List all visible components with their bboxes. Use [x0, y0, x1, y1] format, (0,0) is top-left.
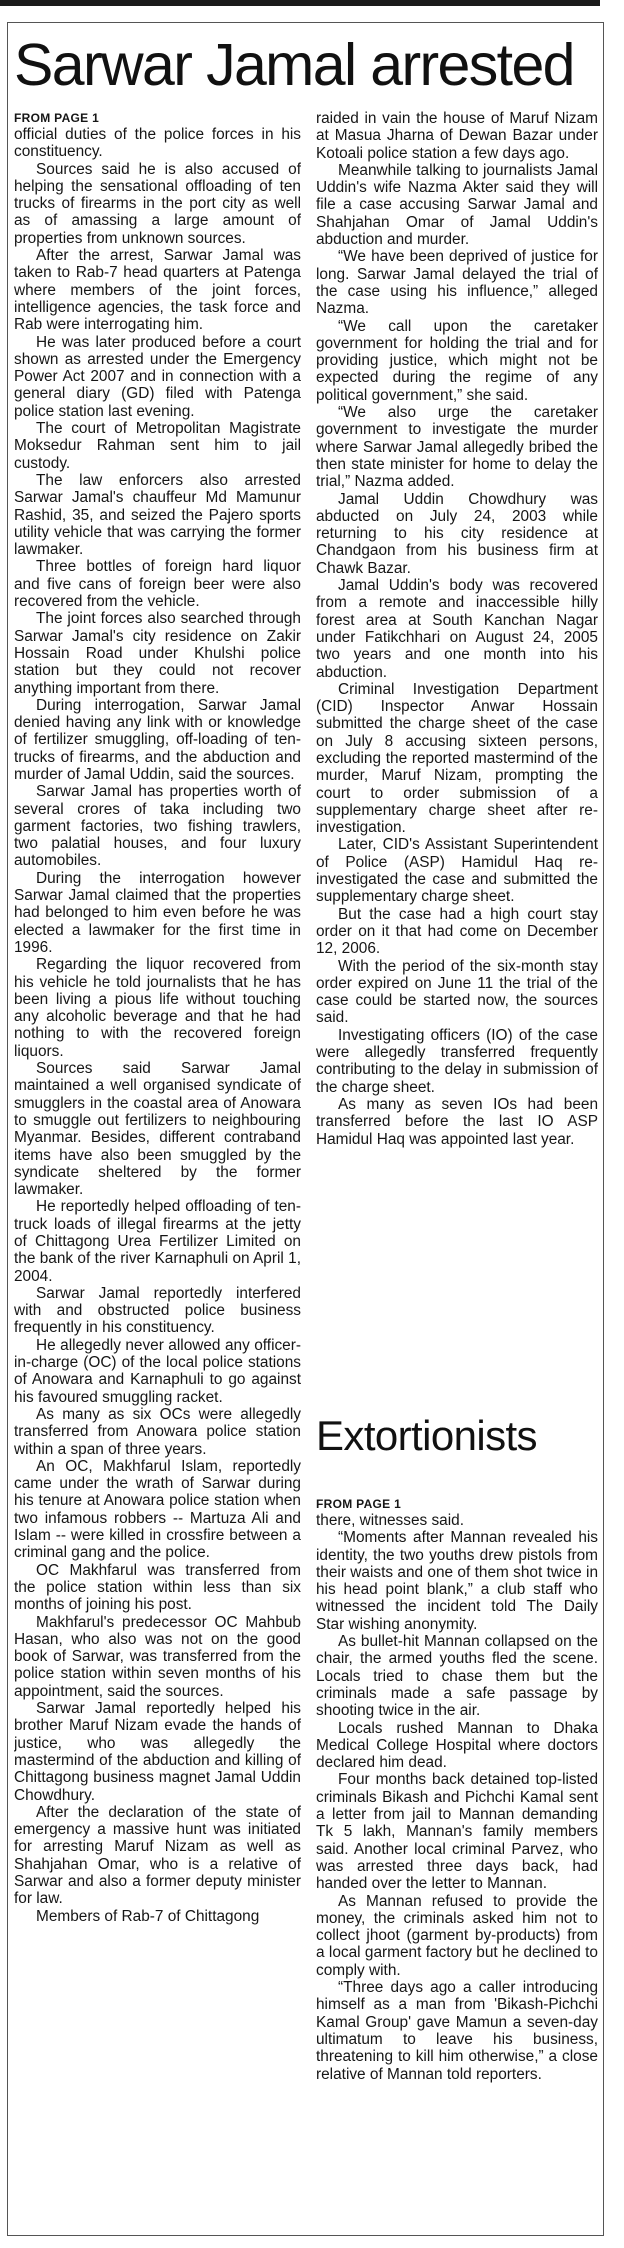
- paragraph: “We call upon the caretaker government for holding the trial and for providing justice, which might not be expected during the regime of any political government,” she said.: [316, 317, 598, 404]
- top-rule: [0, 0, 600, 6]
- story-one-dateline: FROM PAGE 1: [14, 111, 100, 125]
- story-one-left-column: [14, 110, 301, 2228]
- paragraph: Locals rushed Mannan to Dhaka Medical College Hospital where doctors declared him dead.: [316, 1719, 598, 1772]
- paragraph: As many as seven IOs had been transferred before the last IO ASP Hamidul Haq was appointed last year.: [316, 1095, 598, 1148]
- paragraph: Regarding the liquor recovered from his vehicle he told journalists that he has been living a pious life without touching any alcoholic beverage and that he had nothing to with the recovered foreign liquors.: [14, 956, 301, 1060]
- paragraph: OC Makhfarul was transferred from the police station within less than six months of joining his post.: [14, 1561, 301, 1614]
- paragraph: Sarwar Jamal reportedly interfered with and obstructed police business frequently in his constituency.: [14, 1284, 301, 1337]
- paragraph: Makhfarul's predecessor OC Mahbub Hasan, who also was not on the good book of Sarwar, was transferred from the police station within seven months of his appointment, said the sources.: [14, 1613, 301, 1700]
- paragraph: Three bottles of foreign hard liquor and five cans of foreign beer were also recovered from the vehicle.: [14, 558, 301, 611]
- paragraph: The law enforcers also arrested Sarwar Jamal's chauffeur Md Mamunur Rashid, 35, and seized the Pajero sports utility vehicle that was carrying the former lawmaker.: [14, 471, 301, 559]
- paragraph: Jamal Uddin's body was recovered from a remote and inaccessible hilly forest area at South Kanchan Nagar under Fatikchhari on August 24, 2005 two years and one month into his abduction.: [316, 577, 598, 681]
- paragraph: The joint forces also searched through Sarwar Jamal's city residence on Zakir Hossain Road under Khulshi police station but they could not recover anything important from there.: [14, 610, 301, 697]
- paragraph: raided in vain the house of Maruf Nizam at Masua Jharna of Dewan Bazar under Kotoali police station a few days ago.: [316, 110, 598, 162]
- paragraph: Four months back detained top-listed criminals Bikash and Pichchi Kamal sent a letter from jail to Mannan demanding Tk 5 lakh, Mannan's family members said. Another local criminal Parvez, who was arrested three days back, had handed over the letter to Mannan.: [316, 1771, 598, 1893]
- paragraph: As bullet-hit Mannan collapsed on the chair, the armed youths fled the scene. Locals tried to chase them but the criminals made a safe passage by shooting twice in the air.: [316, 1633, 598, 1720]
- paragraph: Sarwar Jamal reportedly helped his brother Maruf Nizam evade the hands of justice, who was allegedly the mastermind of the abduction and killing of Chittagong business magnet Jamal Uddin Chowdhury.: [14, 1700, 301, 1804]
- paragraph: Meanwhile talking to journalists Jamal Uddin's wife Nazma Akter said they will file a case accusing Sarwar Jamal and Shahjahan Omar of Jamal Uddin's abduction and murder.: [316, 161, 598, 249]
- paragraph: As many as six OCs were allegedly transferred from Anowara police station within a span of three years.: [14, 1405, 301, 1458]
- paragraph: After the declaration of the state of emergency a massive hunt was initiated for arresting Maruf Nizam as well as Shahjahan Omar, who is a relative of Sarwar and also a former deputy minister for law.: [14, 1803, 301, 1908]
- paragraph: With the period of the six-month stay order expired on June 11 the trial of the case could be started now, the sources said.: [316, 957, 598, 1027]
- paragraph: Sarwar Jamal has properties worth of several crores of taka including two garment factories, two fishing trawlers, two palatial houses, and four luxury automobiles.: [14, 783, 301, 870]
- paragraph: Jamal Uddin Chowdhury was abducted on July 24, 2003 while returning to his city residence at Chandgaon from his business firm at Chawk Bazar.: [316, 490, 598, 577]
- main-headline: Sarwar Jamal arrested: [14, 32, 574, 98]
- paragraph: But the case had a high court stay order on it that had come on December 12, 2006.: [316, 905, 598, 958]
- paragraph: “Moments after Mannan revealed his identity, the two youths drew pistols from their waists and one of them shot twice in his head point blank,” a club staff who witnessed the incident told The Daily Star wishing anonymity.: [316, 1529, 598, 1633]
- paragraph: Members of Rab-7 of Chittagong: [36, 1907, 260, 1925]
- paragraph: “Three days ago a caller introducing himself as a man from 'Bikash-Pichchi Kamal Group' gave Mamun a seven-day ultimatum to leave his business, threatening to kill him otherwise,” a close relative of Mannan told reporters.: [316, 1979, 598, 2083]
- story-two-headline: Extortionists: [316, 1412, 537, 1459]
- paragraph: “We have been deprived of justice for long. Sarwar Jamal delayed the trial of the case using his influence,” alleged Nazma.: [316, 248, 598, 318]
- paragraph: “We also urge the caretaker government to investigate the murder where Sarwar Jamal allegedly bribed the then state minister for home to delay the trial,” Nazma added.: [316, 404, 598, 491]
- paragraph: Investigating officers (IO) of the case were allegedly transferred frequently contributing to the delay in submission of the charge sheet.: [316, 1026, 598, 1096]
- paragraph: He reportedly helped offloading of ten-truck loads of illegal firearms at the jetty of Chittagong Urea Fertilizer Limited on the bank of the river Karnaphuli on April 1, 2004.: [14, 1198, 301, 1285]
- paragraph: As Mannan refused to provide the money, the criminals asked him not to collect jhoot (garment by-products) from a local garment factory but he declined to comply with.: [316, 1892, 598, 1979]
- paragraph: Later, CID's Assistant Superintendent of Police (ASP) Hamidul Haq re-investigated the case and submitted the supplementary charge sheet.: [316, 836, 598, 906]
- paragraph: Sources said he is also accused of helping the sensational offloading of ten trucks of firearms in the port city as well as of amassing a large amount of properties from unknown sources.: [14, 160, 301, 247]
- paragraph: official duties of the police forces in his constituency.: [14, 126, 301, 161]
- paragraph: After the arrest, Sarwar Jamal was taken to Rab-7 head quarters at Patenga where members of the joint forces, intelligence agencies, the task force and Rab were interrogating him.: [14, 247, 301, 334]
- paragraph: During the interrogation however Sarwar Jamal claimed that the properties had belonged to him even before he was elected a lawmaker for the first time in 1996.: [14, 869, 301, 956]
- paragraph: The court of Metropolitan Magistrate Moksedur Rahman sent him to jail custody.: [14, 420, 301, 472]
- paragraph: Criminal Investigation Department (CID) Inspector Anwar Hossain submitted the charge sheet of the case on July 8 accusing sixteen persons, excluding the reported mastermind of the murder, Maruf Nizam, prompting the court to order submission of a supplementary charge sheet after re-investigation.: [316, 680, 598, 837]
- paragraph: there, witnesses said.: [316, 1512, 464, 1529]
- paragraph: He was later produced before a court shown as arrested under the Emergency Power Act 2007 and in connection with a general diary (GD) filed with Patenga police station last evening.: [14, 333, 301, 420]
- story-one-right-column: [316, 110, 598, 1290]
- paragraph: Sources said Sarwar Jamal maintained a well organised syndicate of smugglers in the coastal area of Anowara to smuggle out fertilizers to neighbouring Myanmar. Besides, different contraband items have also been smuggled by the syndicate sheltered by the former lawmaker.: [14, 1060, 301, 1199]
- paragraph: An OC, Makhfarul Islam, reportedly came under the wrath of Sarwar during his tenure at Anowara police station when two infamous robbers -- Martuza Ali and Islam -- were killed in crossfire between a criminal gang and the police.: [14, 1457, 301, 1562]
- story-two-column: [316, 1496, 598, 2230]
- story-two-dateline: FROM PAGE 1: [316, 1497, 402, 1511]
- paragraph: He allegedly never allowed any officer-in-charge (OC) of the local police stations of Anowara and Karnaphuli to go against his favoured smuggling racket.: [14, 1336, 301, 1406]
- paragraph: During interrogation, Sarwar Jamal denied having any link with or knowledge of fertilizer smuggling, off-loading of ten-trucks of firearms, and the abduction and murder of Jamal Uddin, said the sources.: [14, 696, 301, 783]
